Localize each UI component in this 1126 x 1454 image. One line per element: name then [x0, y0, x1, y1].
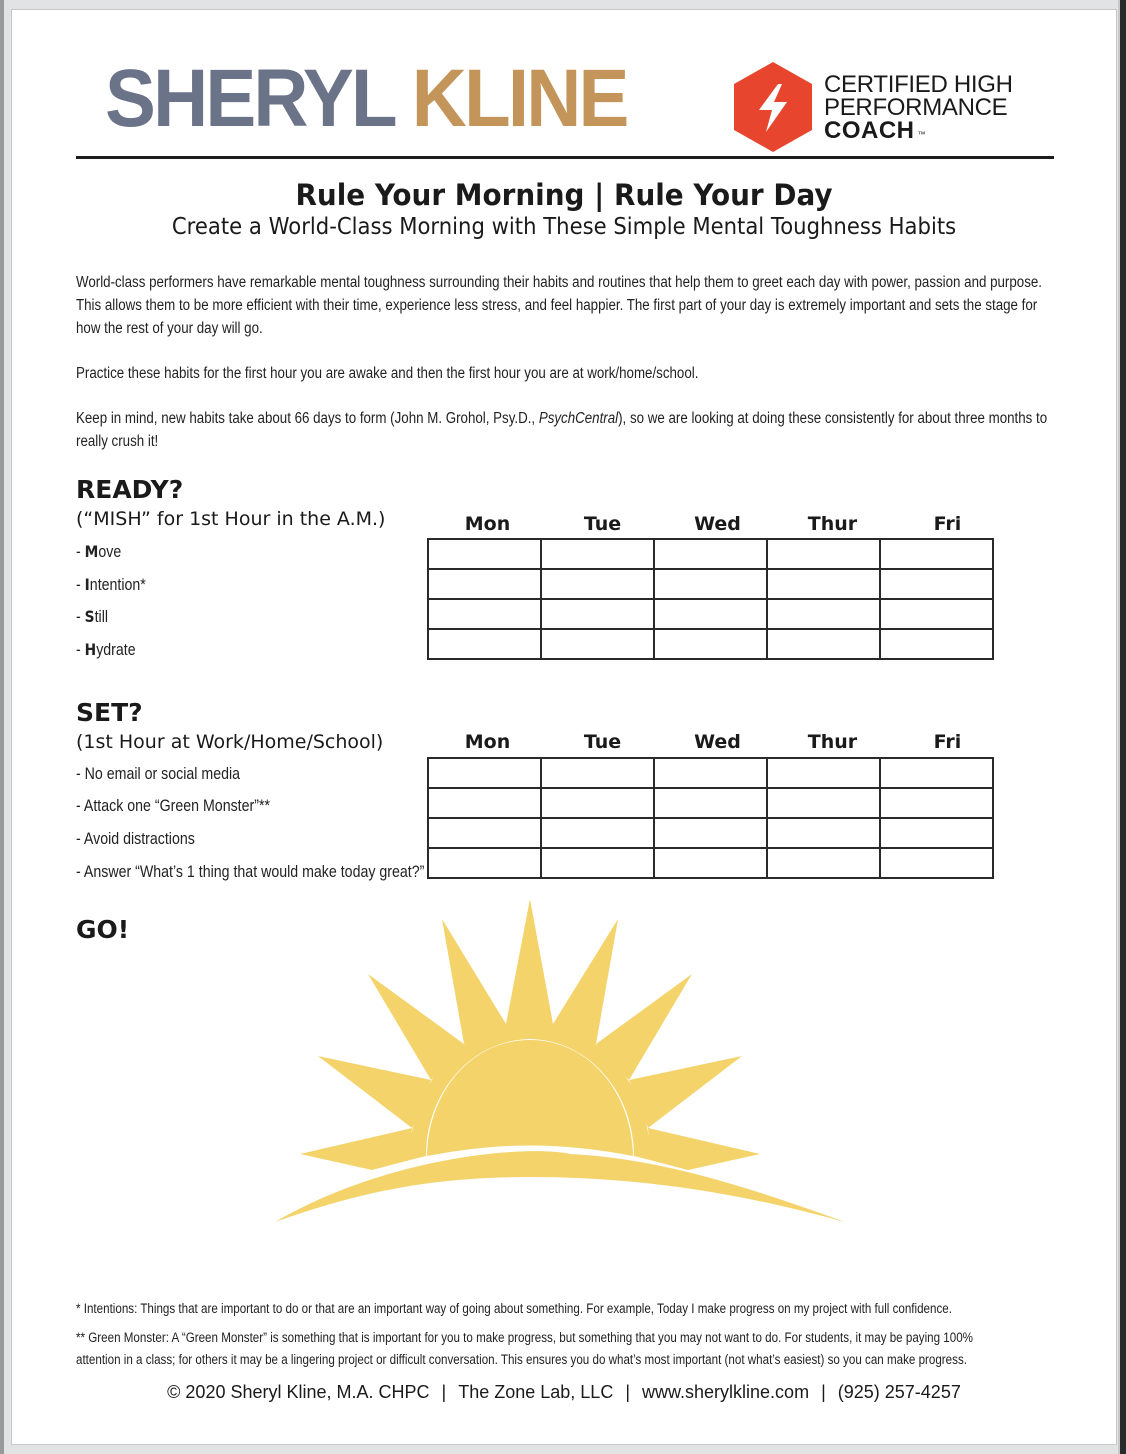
check-cell[interactable]: [541, 758, 654, 788]
page-footer: [12, 1382, 1116, 1403]
footnote-intentions: * Intentions: Things that are important to do or that are an important way of going about something. For example, Today I make progress on my project with full confidence.: [76, 1301, 952, 1316]
viewer-right-edge: [1120, 0, 1126, 1454]
set-heading: SET?: [76, 698, 143, 727]
ready-tracker-grid: [427, 538, 994, 660]
footnote-green-monster-line-1: ** Green Monster: A “Green Monster” is something that is important for you to make progress, but something that you may not want to do. For students, it may be paying 100%: [76, 1330, 973, 1345]
check-cell[interactable]: [767, 539, 880, 569]
brand-first-name: SHERYL: [105, 53, 394, 144]
check-cell[interactable]: [654, 818, 767, 848]
check-cell[interactable]: [880, 758, 993, 788]
day-header-tue: Tue: [583, 513, 622, 535]
trademark-symbol: ™: [917, 130, 926, 139]
footer-phone: (925) 257-4257: [837, 1382, 961, 1402]
check-cell[interactable]: [767, 788, 880, 818]
p3-source-italic: PsychCentral: [538, 410, 619, 427]
header-divider: [76, 156, 1054, 159]
set-item-answer-question: - Answer “What’s 1 thing that would make today great?”: [76, 863, 425, 881]
item-initial: S: [84, 607, 95, 626]
tracker-row-answer: [428, 848, 993, 878]
day-header-wed: Wed: [694, 513, 741, 535]
check-cell[interactable]: [767, 569, 880, 599]
ready-item-intention: [76, 575, 146, 595]
check-cell[interactable]: [541, 599, 654, 629]
set-item-green-monster: - Attack one “Green Monster”**: [76, 797, 271, 815]
check-cell[interactable]: [880, 599, 993, 629]
check-cell[interactable]: [428, 599, 541, 629]
check-cell[interactable]: [654, 599, 767, 629]
day-header-wed: Wed: [694, 731, 741, 753]
tracker-row-avoid-distractions: [428, 818, 993, 848]
check-cell[interactable]: [654, 848, 767, 878]
check-cell[interactable]: [654, 629, 767, 659]
check-cell[interactable]: [428, 788, 541, 818]
certified-coach-badge: [824, 73, 1013, 142]
footer-website-link[interactable]: www.sherylkline.com: [642, 1382, 810, 1402]
check-cell[interactable]: [654, 569, 767, 599]
set-item-no-email: - No email or social media: [76, 765, 241, 783]
day-header-fri: Fri: [933, 731, 962, 753]
check-cell[interactable]: [880, 569, 993, 599]
footer-company: The Zone Lab, LLC: [458, 1382, 614, 1402]
check-cell[interactable]: [541, 629, 654, 659]
check-cell[interactable]: [880, 788, 993, 818]
intro-paragraph-2: Practice these habits for the first hour you are awake and then the first hour you are at work/home/school.: [76, 365, 699, 382]
check-cell[interactable]: [880, 629, 993, 659]
intro-paragraph-1: World-class performers have remarkable mental toughness surrounding their habits and routines that help them to greet each day with power, passion and purpose. This allows them to be more efficient with their time, experience less stress, and feel happier. The first part of your day is extremely important and sets the stage for how the rest of your day will go.: [76, 274, 1042, 337]
ready-subheading: (“MISH” for 1st Hour in the A.M.): [76, 508, 386, 530]
brand-logo: [105, 54, 627, 144]
footer-separator: |: [625, 1382, 631, 1402]
check-cell[interactable]: [767, 818, 880, 848]
ready-item-move: [76, 542, 121, 562]
tracker-row-move: [428, 539, 993, 569]
check-cell[interactable]: [767, 599, 880, 629]
tracker-row-hydrate: [428, 629, 993, 659]
day-header-tue: Tue: [583, 731, 622, 753]
day-header-mon: Mon: [464, 513, 511, 535]
item-rest: ydrate: [96, 641, 136, 659]
set-subheading: (1st Hour at Work/Home/School): [76, 731, 384, 753]
item-prefix: -: [76, 641, 85, 659]
check-cell[interactable]: [654, 758, 767, 788]
tracker-row-intention: [428, 569, 993, 599]
badge-coach-text: COACH: [824, 117, 915, 144]
item-rest: ove: [98, 543, 122, 561]
footer-separator: |: [441, 1382, 447, 1402]
check-cell[interactable]: [541, 569, 654, 599]
intro-paragraph-3: [76, 407, 1048, 453]
set-day-headers: [430, 731, 1005, 753]
brand-last-name: KLINE: [411, 53, 627, 144]
page-title: Rule Your Morning | Rule Your Day: [295, 178, 833, 212]
footer-separator: |: [821, 1382, 826, 1402]
check-cell[interactable]: [541, 848, 654, 878]
lightning-bolt-icon: [732, 60, 814, 154]
check-cell[interactable]: [767, 629, 880, 659]
badge-line-1: CERTIFIED HIGH: [824, 71, 1013, 98]
tracker-row-still: [428, 599, 993, 629]
day-header-fri: Fri: [933, 513, 962, 535]
check-cell[interactable]: [428, 629, 541, 659]
check-cell[interactable]: [428, 569, 541, 599]
badge-line-2: PERFORMANCE: [824, 94, 1008, 121]
item-prefix: -: [76, 608, 85, 626]
check-cell[interactable]: [654, 788, 767, 818]
set-tracker-grid: [427, 757, 994, 879]
check-cell[interactable]: [767, 848, 880, 878]
check-cell[interactable]: [428, 818, 541, 848]
footer-copyright: © 2020 Sheryl Kline, M.A. CHPC: [167, 1382, 430, 1402]
check-cell[interactable]: [541, 788, 654, 818]
page-subtitle: Create a World-Class Morning with These Simple Mental Toughness Habits: [171, 214, 957, 240]
item-initial: M: [84, 542, 99, 561]
check-cell[interactable]: [880, 539, 993, 569]
ready-item-hydrate: [76, 640, 136, 660]
day-header-mon: Mon: [464, 731, 511, 753]
p3-text-a: Keep in mind, new habits take about 66 days to form (John M. Grohol, Psy.D.,: [76, 410, 539, 427]
set-item-avoid-distractions: - Avoid distractions: [76, 830, 195, 848]
day-header-thur: Thur: [807, 513, 858, 535]
item-initial: I: [84, 575, 90, 594]
check-cell[interactable]: [541, 539, 654, 569]
item-rest: ntention*: [89, 576, 146, 594]
sunrise-icon: [270, 890, 850, 1230]
item-prefix: -: [76, 543, 85, 561]
tracker-row-no-email: [428, 758, 993, 788]
check-cell[interactable]: [428, 848, 541, 878]
item-prefix: -: [76, 576, 85, 594]
p3-text-b: ), so we are looking at doing these consistently for about three months to really crush it!: [76, 410, 1048, 450]
badge-line-3: [824, 119, 1013, 142]
go-heading: GO!: [76, 915, 130, 944]
check-cell[interactable]: [880, 848, 993, 878]
footnote-green-monster-line-2: attention in a class; for others it may be a lingering project or difficult conversation. This ensures you do what’s most important (not what’s easiest) so you can make progress.: [76, 1352, 967, 1367]
check-cell[interactable]: [654, 539, 767, 569]
ready-item-still: [76, 607, 108, 627]
check-cell[interactable]: [767, 758, 880, 788]
check-cell[interactable]: [880, 818, 993, 848]
check-cell[interactable]: [428, 539, 541, 569]
check-cell[interactable]: [541, 818, 654, 848]
document-page: [12, 10, 1116, 1444]
ready-heading: READY?: [76, 475, 184, 504]
check-cell[interactable]: [428, 758, 541, 788]
day-header-thur: Thur: [807, 731, 858, 753]
item-initial: H: [84, 640, 97, 659]
tracker-row-green-monster: [428, 788, 993, 818]
ready-day-headers: [430, 513, 1005, 535]
item-rest: till: [94, 608, 109, 626]
